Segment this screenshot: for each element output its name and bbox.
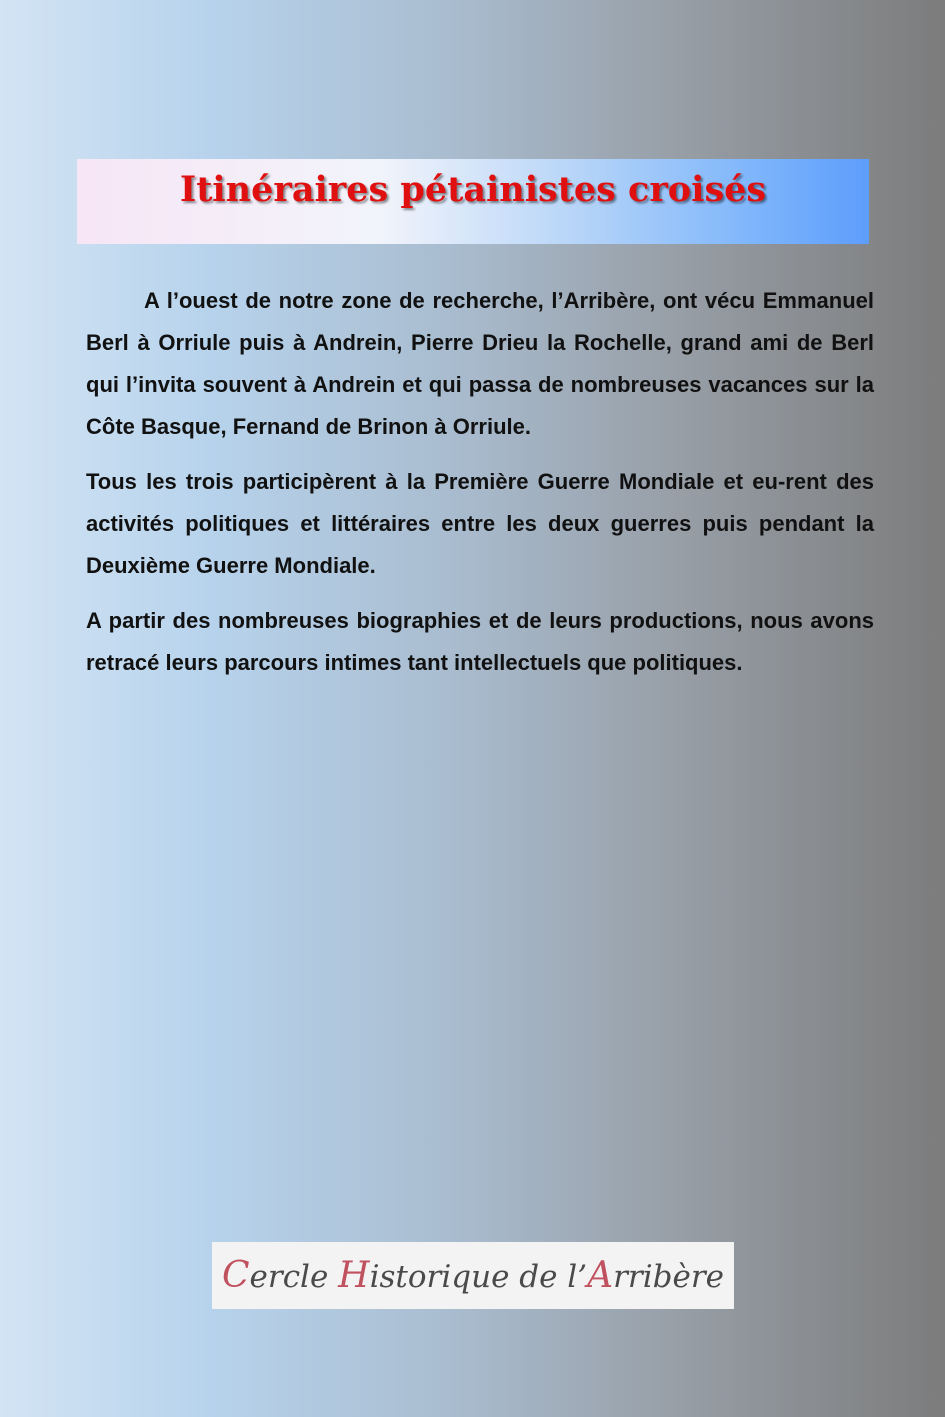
association-logo: [212, 1242, 734, 1309]
paragraph-3: A partir des nombreuses biographies et de leurs productions, nous avons retracé leurs parcours intimes tant intellectuels que politiques.: [86, 608, 874, 675]
logo-initial-h: H: [338, 1255, 370, 1296]
logo-word-rribere: rribère: [613, 1259, 724, 1295]
paragraph-1: A l’ouest de notre zone de recherche, l’Arribère, ont vécu Emmanuel Berl à Orriule puis à Andrein, Pierre Drieu la Rochelle, grand ami de Berl qui l’invita souvent à Andrein et qui passa de nombreuses vacances sur la Côte Basque, Fernand de Brinon à Orriule.: [86, 288, 874, 439]
logo-word-ercle: ercle: [249, 1259, 339, 1295]
logo-text: [222, 1255, 724, 1296]
logo-word-istorique: istorique de l’: [369, 1259, 588, 1295]
logo-initial-c: C: [221, 1255, 250, 1296]
title-banner: [77, 159, 869, 244]
body-text: [86, 280, 874, 697]
logo-initial-a: A: [587, 1255, 614, 1296]
paragraph-2: Tous les trois participèrent à la Première Guerre Mondiale et eu-rent des activités politiques et littéraires entre les deux guerres puis pendant la Deuxième Guerre Mondiale.: [86, 469, 874, 578]
page-title: Itinéraires pétainistes croisés: [179, 169, 767, 210]
